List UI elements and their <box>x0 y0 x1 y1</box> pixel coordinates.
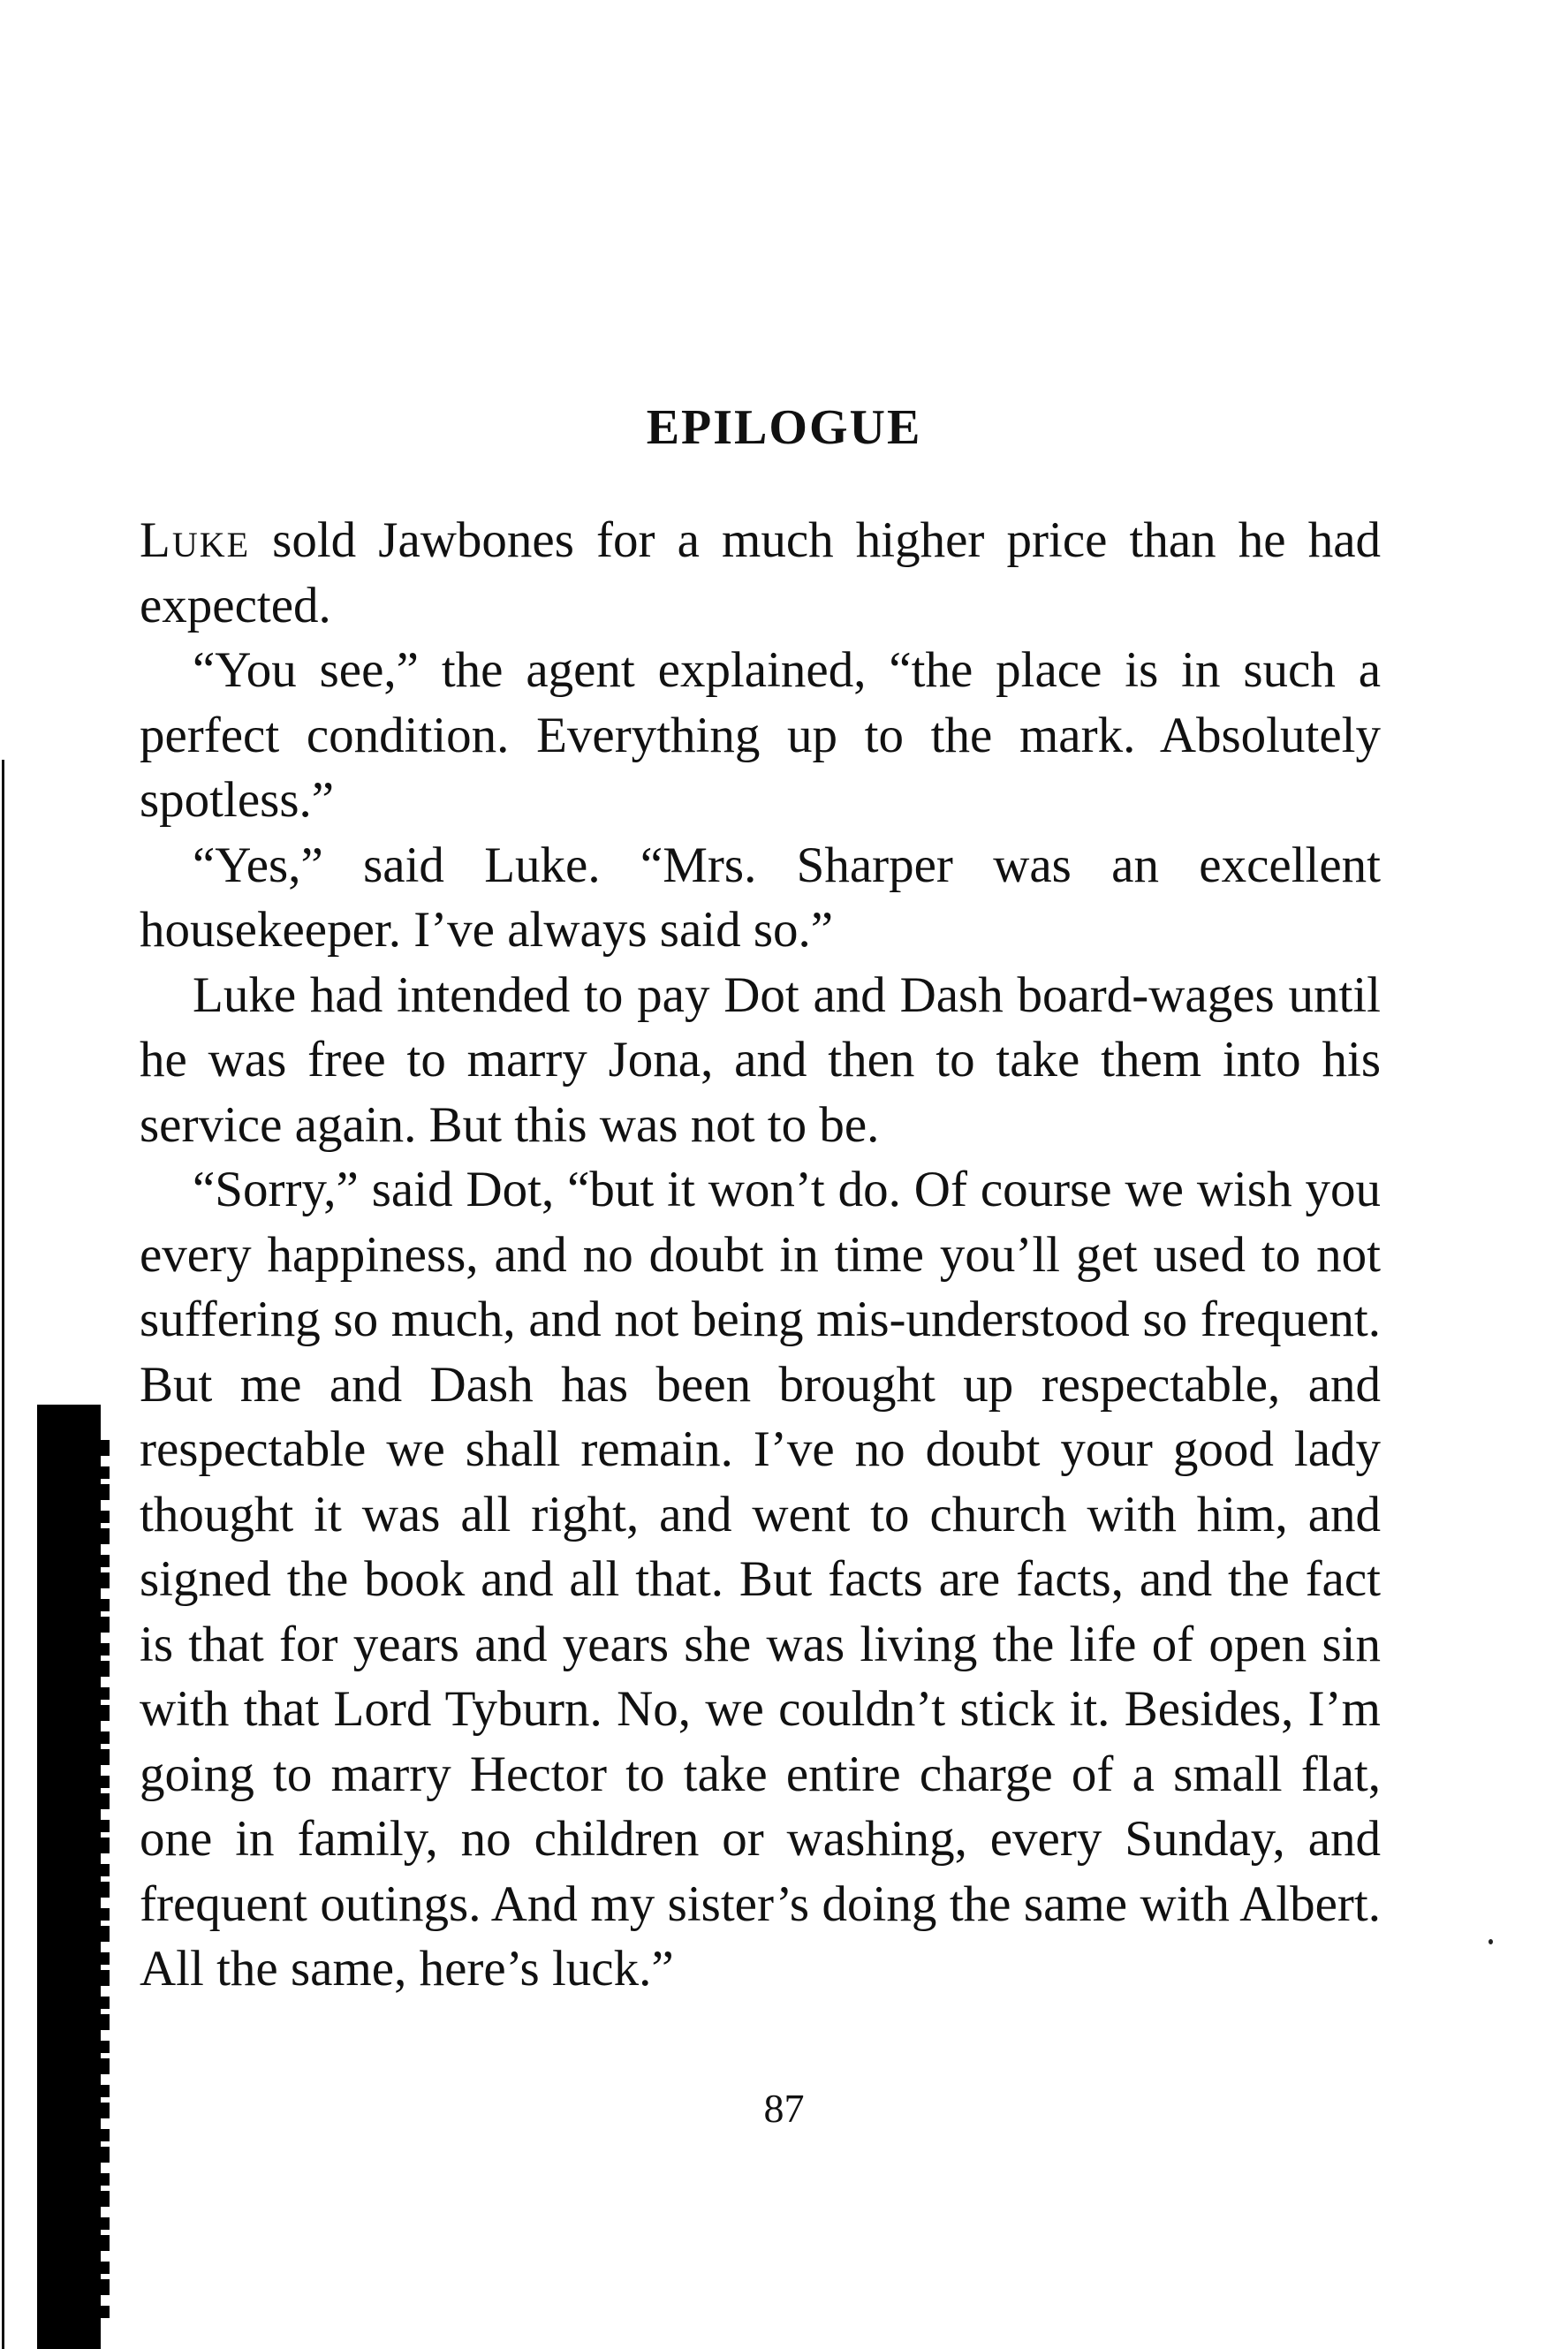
paragraph: “Sorry,” said Dot, “but it won’t do. Of course we wish you every happiness, and no doubt in time you’ll get used to not suffering so much, and not being mis-understood so frequent. But me and Dash has been brought up respectable, and respectable we shall remain. I’ve no doubt your good lady thought it was all right, and went to church with him, and signed the book and all that. But facts are facts, and the fact is that for years and years she was living the life of open sin with that Lord Tyburn. No, we couldn’t stick it. Besides, I’m going to marry Hector to take entire charge of a small flat, one in family, no children or washing, every Sunday, and frequent outings. And my sister’s doing the same with Albert. All the same, here’s luck.” <box>140 1162 1381 1997</box>
chapter-heading: EPILOGUE <box>646 400 922 455</box>
paragraph-text: sold Jawbones for a much higher price than he had expected. <box>140 512 1381 633</box>
paragraph: “You see,” the agent explained, “the place is in such a perfect condition. Everything up to the mark. Absolutely spotless.” <box>140 642 1381 828</box>
binding-shadow <box>37 1405 101 2349</box>
paragraph: Luke had intended to pay Dot and Dash board-wages until he was free to marry Jona, and then to take them into his service again. But this was not to be. <box>140 966 1381 1153</box>
paragraph-lead-word: Luke <box>140 512 251 568</box>
page-number: 87 <box>763 2086 805 2131</box>
paragraph: “Yes,” said Luke. “Mrs. Sharper was an excellent housekeeper. I’ve always said so.” <box>140 837 1381 958</box>
dust-speck <box>1488 1939 1493 1944</box>
paragraph <box>140 508 1381 638</box>
body-text <box>140 508 1381 2002</box>
